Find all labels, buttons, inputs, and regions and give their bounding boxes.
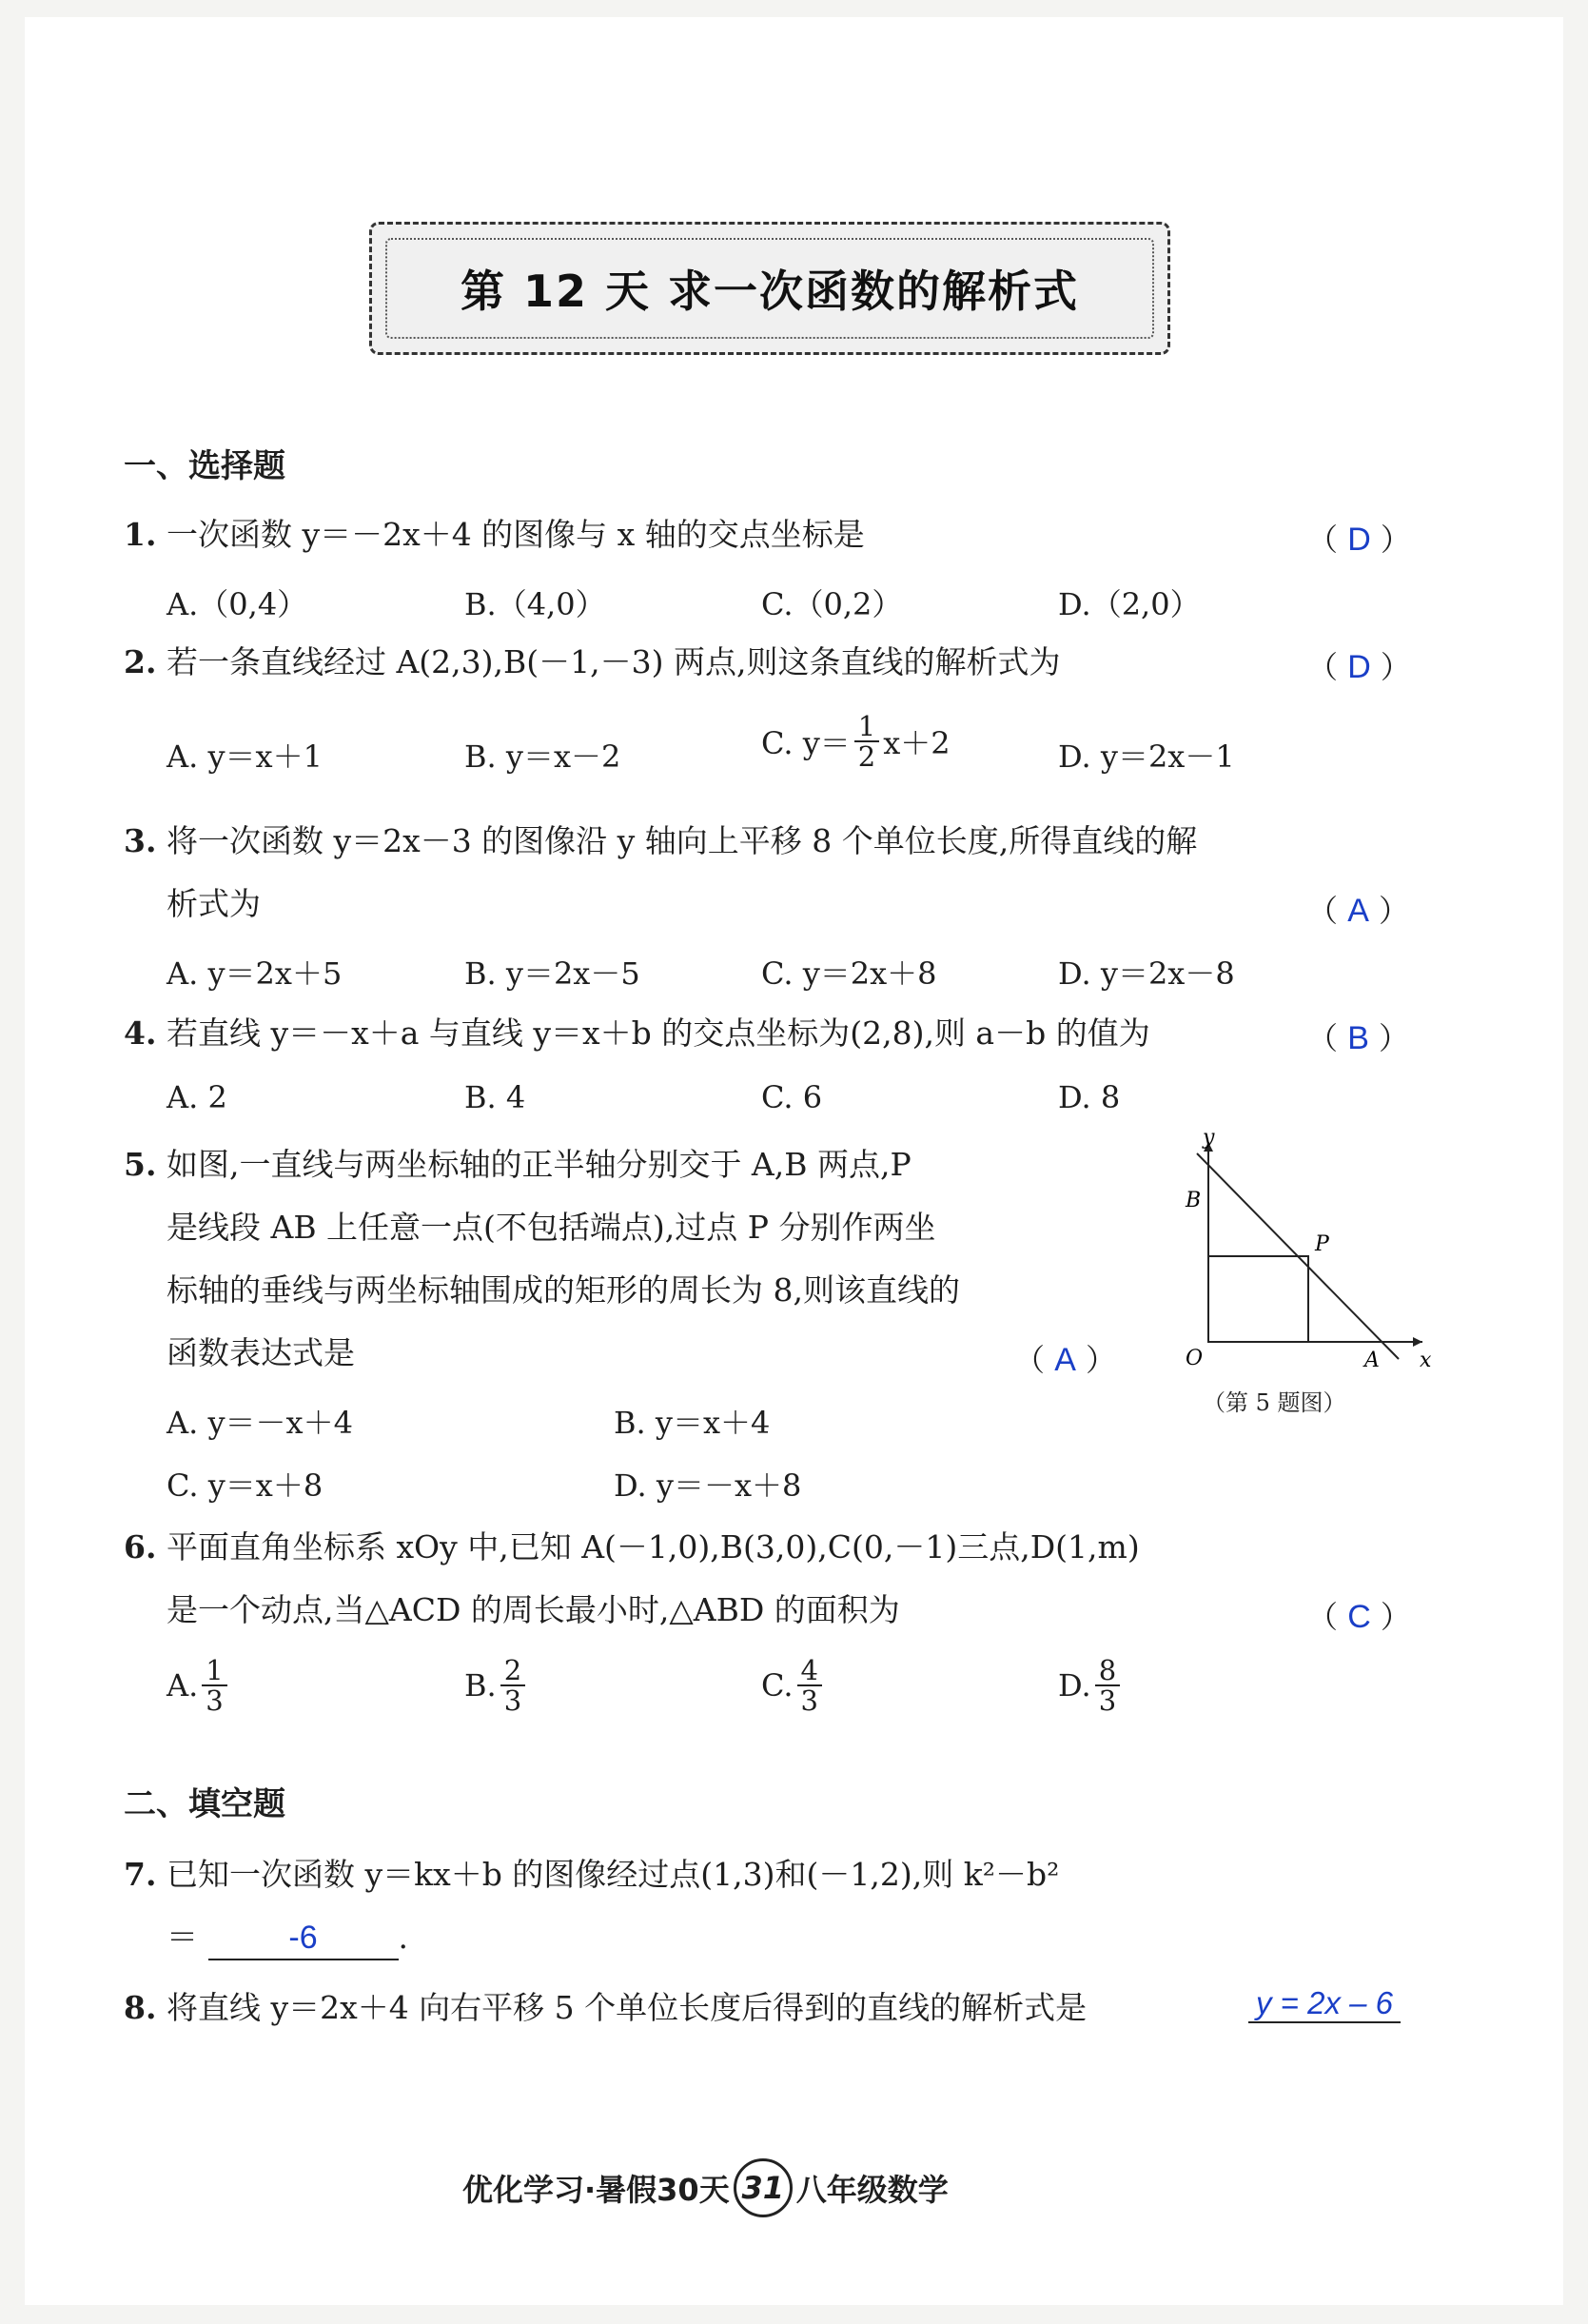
- option-label: B.: [464, 1667, 497, 1704]
- question-number: 4.: [124, 1014, 157, 1052]
- option-d: D.（2,0）: [1058, 586, 1201, 622]
- option-b: B. y＝x－2: [464, 739, 621, 775]
- question-text-line3: 标轴的垂线与两坐标轴围成的矩形的周长为 8,则该直线的: [167, 1271, 960, 1309]
- option-b: B.（4,0）: [464, 586, 606, 622]
- footer: [462, 2158, 949, 2217]
- label-b: B: [1186, 1189, 1202, 1212]
- option-a: A.（0,4）: [167, 586, 308, 622]
- question-text-line4: 函数表达式是: [167, 1334, 355, 1371]
- title-box: [369, 222, 1170, 355]
- option-d: D. 8: [1058, 1079, 1121, 1115]
- question-text-line2: 析式为: [167, 885, 261, 922]
- question-text: 一次函数 y＝－2x＋4 的图像与 x 轴的交点坐标是: [166, 516, 865, 553]
- question-6: [124, 1526, 1140, 1568]
- answer-5: A: [1054, 1342, 1076, 1378]
- option-b: B. y＝x＋4: [614, 1405, 771, 1441]
- option-c-prefix: C. y＝: [761, 725, 851, 761]
- question-text-line1: 将一次函数 y＝2x－3 的图像沿 y 轴向上平移 8 个单位长度,所得直线的解: [166, 822, 1198, 859]
- question-text-line2: 是一个动点,当△ACD 的周长最小时,△ABD 的面积为: [167, 1591, 900, 1628]
- question-number: 5.: [124, 1146, 157, 1183]
- question-5: [124, 1144, 912, 1186]
- question-2: [124, 641, 1060, 683]
- question-text: 若直线 y＝－x＋a 与直线 y＝x＋b 的交点坐标为(2,8),则 a－b 的值为: [166, 1014, 1150, 1052]
- question-number: 8.: [124, 1989, 157, 2026]
- label-p: P: [1315, 1232, 1329, 1256]
- answer-6: C: [1347, 1599, 1371, 1635]
- answer-8: y = 2x – 6: [1248, 1985, 1401, 2023]
- option-a: [167, 1656, 231, 1715]
- question-number: 2.: [124, 643, 157, 680]
- fraction-numerator: 4: [797, 1656, 822, 1686]
- option-d: D. y＝－x＋8: [614, 1467, 802, 1504]
- fraction-denominator: 3: [1098, 1684, 1117, 1717]
- question-text-line1: 已知一次函数 y＝kx＋b 的图像经过点(1,3)和(－1,2),则 k²－b²: [166, 1856, 1060, 1893]
- option-label: C.: [761, 1667, 794, 1704]
- equals-sign: ＝: [167, 1919, 198, 1956]
- option-b: [464, 1656, 529, 1715]
- answer-blank-8[interactable]: [1248, 1985, 1401, 2023]
- rectangle: [1208, 1256, 1308, 1342]
- page-number: 31: [734, 2158, 793, 2217]
- option-a: A. y＝－x＋4: [167, 1405, 353, 1441]
- fraction-denominator: 3: [206, 1684, 224, 1717]
- figure-5: [1151, 1132, 1437, 1408]
- section-choice: 一、选择题: [124, 447, 285, 485]
- fraction-numerator: 8: [1095, 1656, 1120, 1686]
- option-a: A. 2: [167, 1079, 227, 1115]
- fraction: [797, 1656, 822, 1715]
- answer-bracket-3: （ A ）: [1307, 893, 1410, 929]
- label-a: A: [1364, 1349, 1380, 1372]
- question-7: [124, 1854, 1059, 1896]
- question-text-line2: 是线段 AB 上任意一点(不包括端点),过点 P 分别作两坐: [167, 1209, 936, 1246]
- answer-2: D: [1347, 649, 1371, 685]
- question-4: [124, 1013, 1150, 1054]
- option-d: D. y＝2x－8: [1058, 955, 1235, 992]
- answer-blank-7[interactable]: [208, 1917, 399, 1960]
- fraction: [1095, 1656, 1120, 1715]
- fraction: [202, 1656, 226, 1715]
- question-3: [124, 820, 1197, 862]
- question-text: 若一条直线经过 A(2,3),B(－1,－3) 两点,则这条直线的解析式为: [166, 643, 1061, 680]
- footer-left: 优化学习·暑假30天: [462, 2172, 730, 2208]
- option-label: D.: [1058, 1667, 1091, 1704]
- option-c-tail: x＋2: [883, 725, 951, 761]
- question-number: 7.: [124, 1856, 157, 1893]
- question-7-line2: [167, 1917, 408, 1960]
- fraction: [500, 1656, 525, 1715]
- fraction-denominator: 2: [857, 740, 876, 773]
- option-c: C. y＝2x＋8: [761, 955, 937, 992]
- option-d: D. y＝2x－1: [1058, 739, 1235, 775]
- label-y: y: [1203, 1132, 1215, 1150]
- option-c: C. y＝x＋8: [167, 1467, 323, 1504]
- option-d: [1058, 1656, 1124, 1715]
- fraction-denominator: 3: [800, 1684, 818, 1717]
- fraction-denominator: 3: [503, 1684, 522, 1717]
- question-8: [124, 1987, 1087, 2029]
- answer-3: A: [1347, 893, 1369, 929]
- answer-bracket-6: （ C ）: [1307, 1599, 1411, 1635]
- answer-bracket-1: （ D ）: [1307, 522, 1411, 558]
- option-c: [761, 712, 951, 771]
- answer-1: D: [1347, 522, 1371, 558]
- section-fill: 二、填空题: [124, 1785, 285, 1823]
- question-text-line1: 平面直角坐标系 xOy 中,已知 A(－1,0),B(3,0),C(0,－1)三点,D(1,m): [166, 1528, 1140, 1566]
- question-number: 3.: [124, 822, 157, 859]
- option-c: C.（0,2）: [761, 586, 903, 622]
- label-o: O: [1186, 1347, 1204, 1370]
- option-a: A. y＝x＋1: [167, 739, 323, 775]
- option-a: A. y＝2x＋5: [167, 955, 343, 992]
- period: .: [398, 1919, 408, 1956]
- option-b: B. y＝2x－5: [464, 955, 640, 992]
- question-text-line1: 如图,一直线与两坐标轴的正半轴分别交于 A,B 两点,P: [166, 1146, 912, 1183]
- fraction-numerator: 1: [854, 712, 879, 742]
- answer-bracket-2: （ D ）: [1307, 649, 1411, 685]
- answer-bracket-4: （ B ）: [1307, 1020, 1410, 1056]
- fraction-numerator: 1: [202, 1656, 226, 1686]
- option-c: C. 6: [761, 1079, 823, 1115]
- fraction-numerator: 2: [500, 1656, 525, 1686]
- label-x: x: [1420, 1349, 1432, 1372]
- fraction: [854, 712, 879, 771]
- question-number: 6.: [124, 1528, 157, 1566]
- option-label: A.: [167, 1667, 199, 1704]
- option-c: [761, 1656, 826, 1715]
- figure-caption: （第 5 题图）: [1203, 1389, 1346, 1416]
- question-text: 将直线 y＝2x＋4 向右平移 5 个单位长度后得到的直线的解析式是: [166, 1989, 1088, 2026]
- answer-bracket-5: （ A ）: [1014, 1342, 1117, 1378]
- question-number: 1.: [124, 516, 157, 553]
- answer-7: -6: [288, 1920, 318, 1956]
- x-axis-arrow-icon: [1413, 1337, 1422, 1347]
- option-b: B. 4: [464, 1079, 526, 1115]
- footer-right: 八年级数学: [795, 2172, 949, 2208]
- answer-4: B: [1347, 1020, 1369, 1056]
- question-1: [124, 514, 865, 556]
- page-title: 第 12 天 求一次函数的解析式: [385, 238, 1154, 339]
